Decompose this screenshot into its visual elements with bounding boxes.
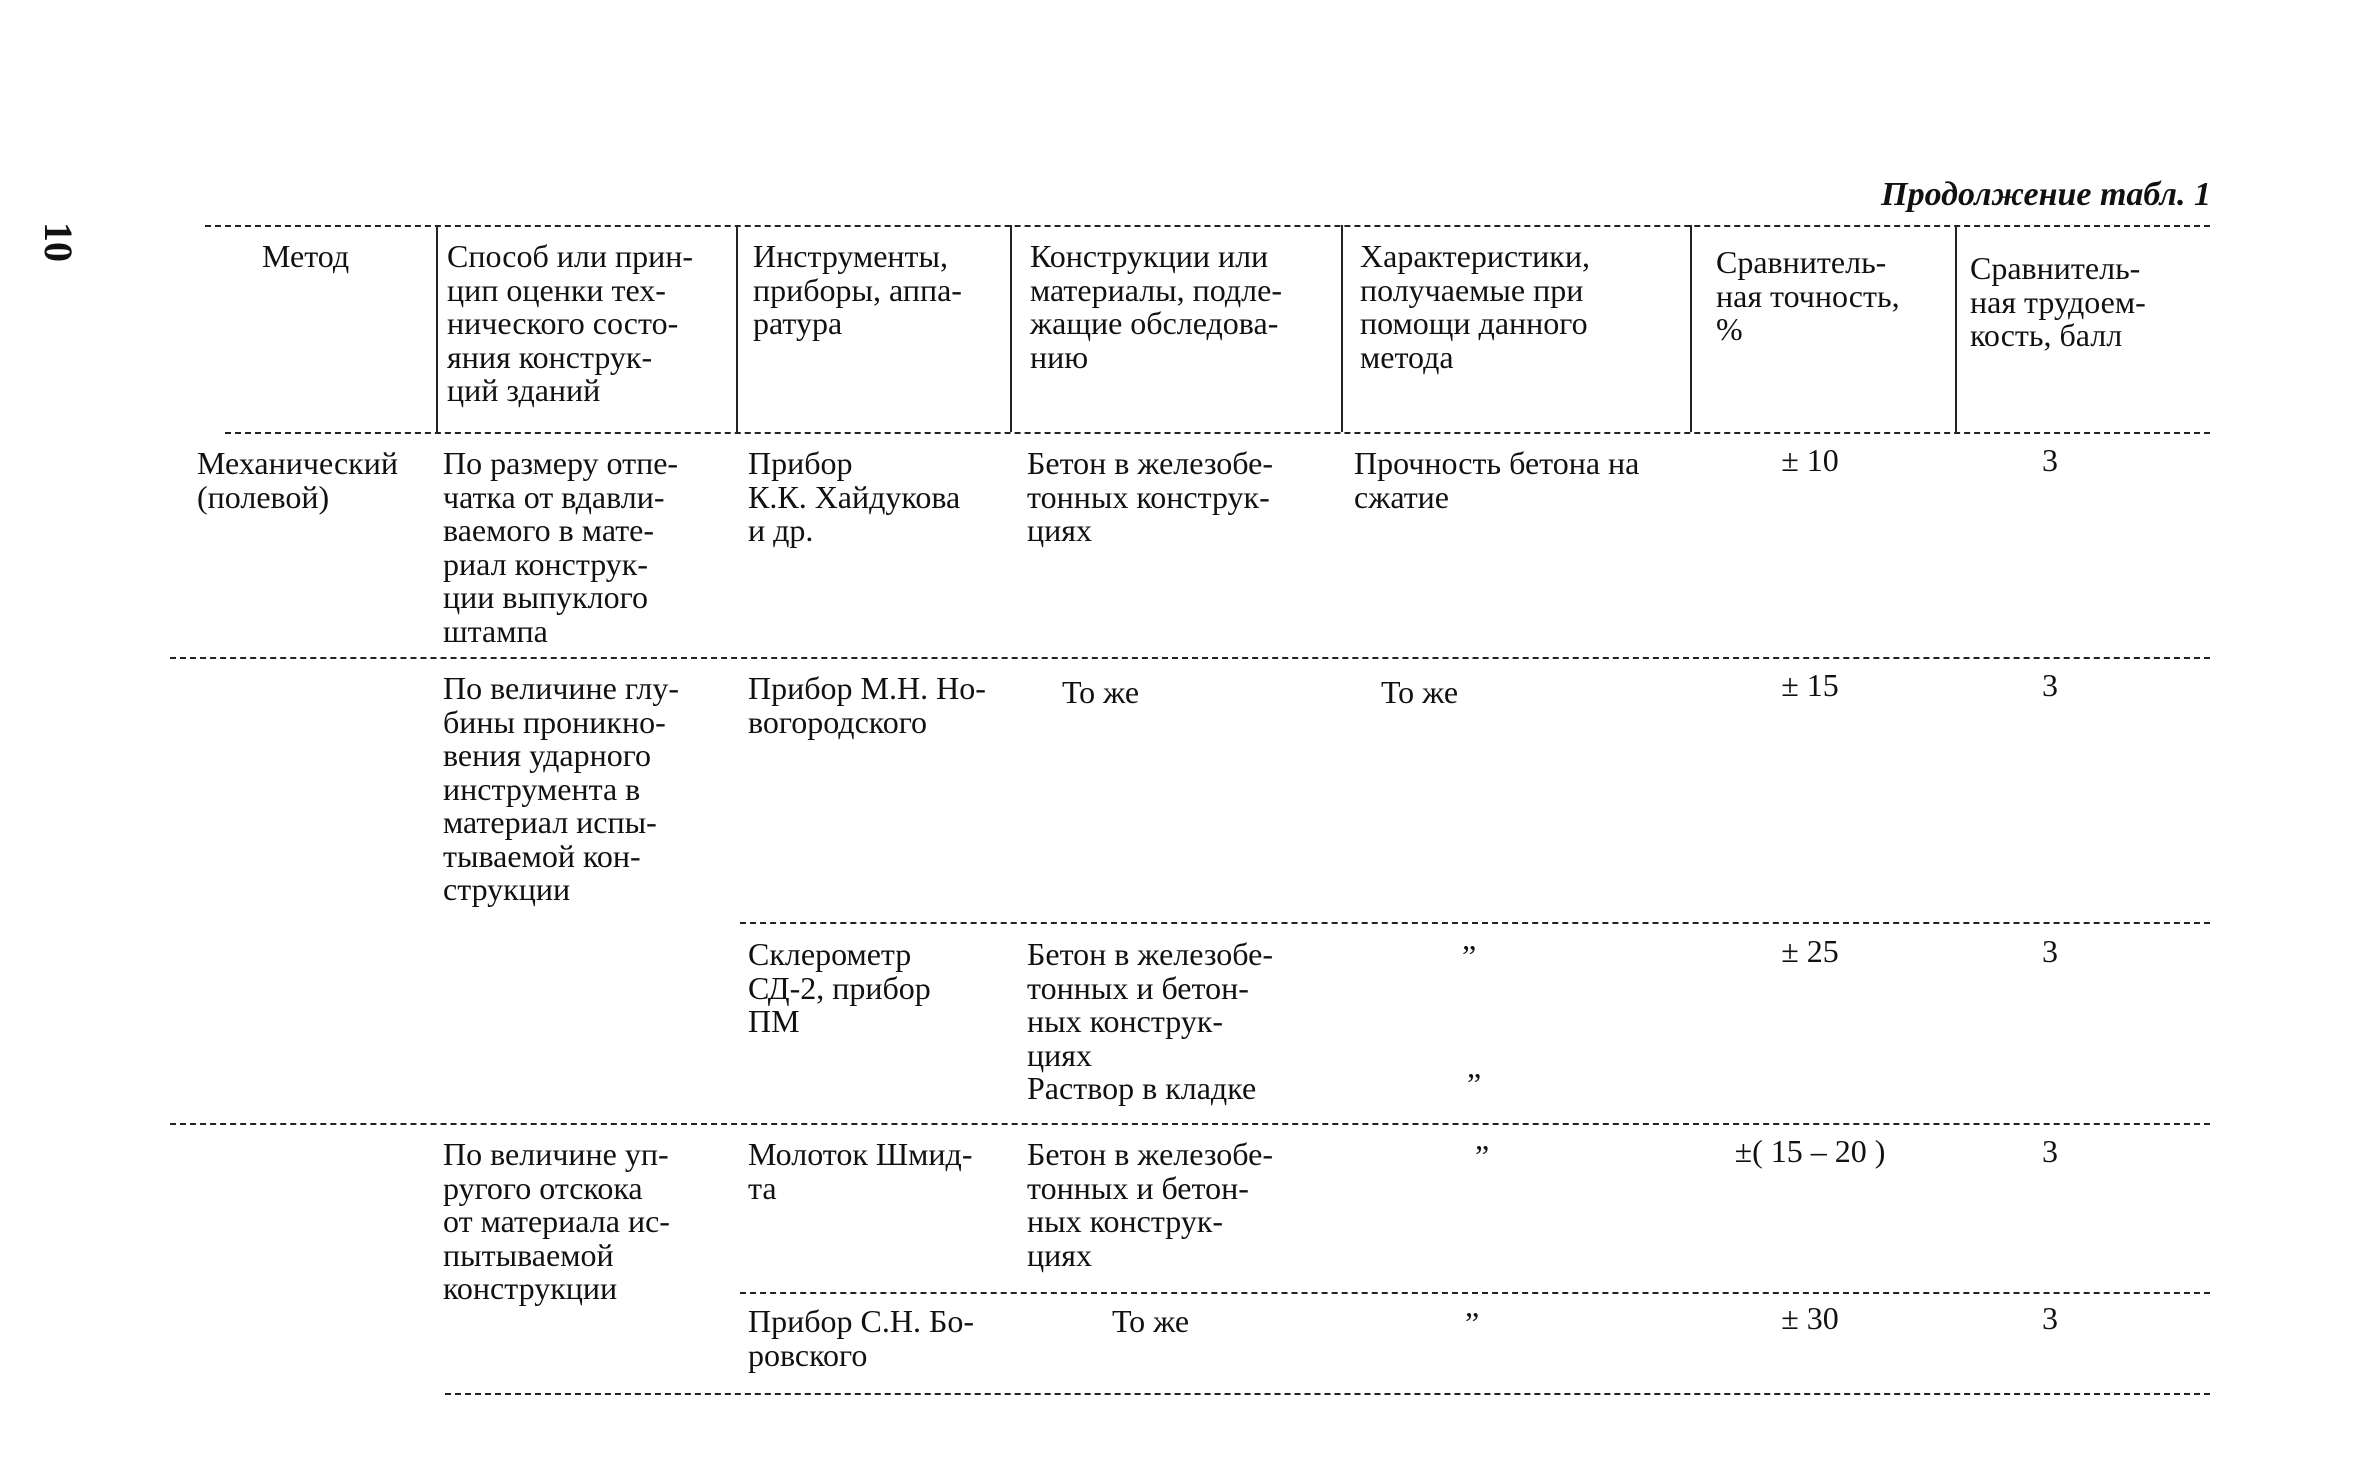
table-cell-characteristics: Прочность бетона на сжатие bbox=[1354, 445, 1640, 515]
header-bottom-rule bbox=[225, 432, 2210, 434]
row-rule-4 bbox=[740, 1292, 2210, 1294]
table-cell-characteristics: ” bbox=[1475, 1138, 1490, 1174]
table-cell-accuracy: ± 15 bbox=[1781, 667, 1839, 703]
table-cell-labor: 3 bbox=[2042, 442, 2058, 478]
header-labor: Сравнитель- ная трудоем- кость, балл bbox=[1970, 250, 2146, 353]
table-cell-characteristics: ” bbox=[1462, 938, 1477, 974]
header-accuracy: Сравнитель- ная точность, % bbox=[1716, 244, 1900, 347]
table-cell-accuracy: ± 25 bbox=[1781, 933, 1839, 969]
header-principle: Способ или прин- цип оценки тех- нического состо- яния конструк- ций зданий bbox=[447, 238, 693, 408]
table-cell-materials: То же bbox=[1062, 674, 1140, 710]
table-cell-characteristics: То же bbox=[1381, 674, 1459, 710]
row-rule-3 bbox=[170, 1123, 2210, 1125]
header-divider-5 bbox=[1690, 225, 1692, 432]
table-cell-instruments: Молоток Шмид- та bbox=[748, 1136, 973, 1206]
table-cell-labor: 3 bbox=[2042, 1133, 2058, 1169]
header-instruments: Инструменты, приборы, аппа- ратура bbox=[753, 238, 962, 341]
row-rule-2 bbox=[740, 922, 2210, 924]
table-cell-instruments: Склерометр СД-2, прибор ПМ bbox=[748, 936, 931, 1039]
table-cell-labor: 3 bbox=[2042, 1300, 2058, 1336]
header-method: Метод bbox=[262, 238, 350, 274]
table-cell-instruments: Прибор К.К. Хайдукова и др. bbox=[748, 445, 961, 548]
table-cell-principle: По величине глу- бины проникно- вения ударного инструмента в материал испы- тываемой кон- струкции bbox=[443, 670, 679, 907]
table-cell-characteristics: ” bbox=[1465, 1305, 1480, 1341]
table-cell-instruments: Прибор С.Н. Бо- ровского bbox=[748, 1303, 974, 1373]
table-cell-instruments: Прибор М.Н. Но- вогородского bbox=[748, 670, 986, 740]
table-cell-method: Механический (полевой) bbox=[197, 445, 398, 515]
header-divider-1 bbox=[436, 225, 438, 432]
table-cell-accuracy: ±( 15 – 20 ) bbox=[1734, 1133, 1886, 1169]
table-caption: Продолжение табл. 1 bbox=[1881, 176, 2211, 213]
table-cell-principle: По размеру отпе- чатка от вдавли- ваемого в мате- риал конструк- ции выпуклого штампа bbox=[443, 445, 679, 649]
table-cell-materials: То же bbox=[1112, 1303, 1190, 1339]
table-cell-labor: 3 bbox=[2042, 667, 2058, 703]
header-characteristics: Характеристики, получаемые при помощи данного метода bbox=[1360, 238, 1590, 375]
table-cell-accuracy: ± 30 bbox=[1781, 1300, 1839, 1336]
table-cell-labor: 3 bbox=[2042, 933, 2058, 969]
header-top-rule bbox=[205, 225, 2210, 227]
table-cell-accuracy: ± 10 bbox=[1781, 442, 1839, 478]
table-cell-materials: Бетон в железобе- тонных и бетон- ных конструк- циях bbox=[1027, 1136, 1273, 1273]
table-cell-characteristics: ” bbox=[1467, 1066, 1482, 1102]
header-divider-3 bbox=[1010, 225, 1012, 432]
row-rule-1 bbox=[170, 657, 2210, 659]
table-bottom-rule bbox=[445, 1393, 2210, 1395]
header-materials: Конструкции или материалы, подле- жащие обследова- нию bbox=[1030, 238, 1282, 375]
page-number: 10 bbox=[36, 222, 81, 262]
header-divider-4 bbox=[1341, 225, 1343, 432]
table-cell-principle: По величине уп- ругого отскока от материала ис- пытываемой конструкции bbox=[443, 1136, 670, 1306]
table-cell-materials: Бетон в железобе- тонных конструк- циях bbox=[1027, 445, 1273, 548]
header-divider-6 bbox=[1955, 225, 1957, 432]
header-divider-2 bbox=[736, 225, 738, 432]
table-cell-materials: Бетон в железобе- тонных и бетон- ных конструк- циях Раствор в кладке bbox=[1027, 936, 1273, 1106]
